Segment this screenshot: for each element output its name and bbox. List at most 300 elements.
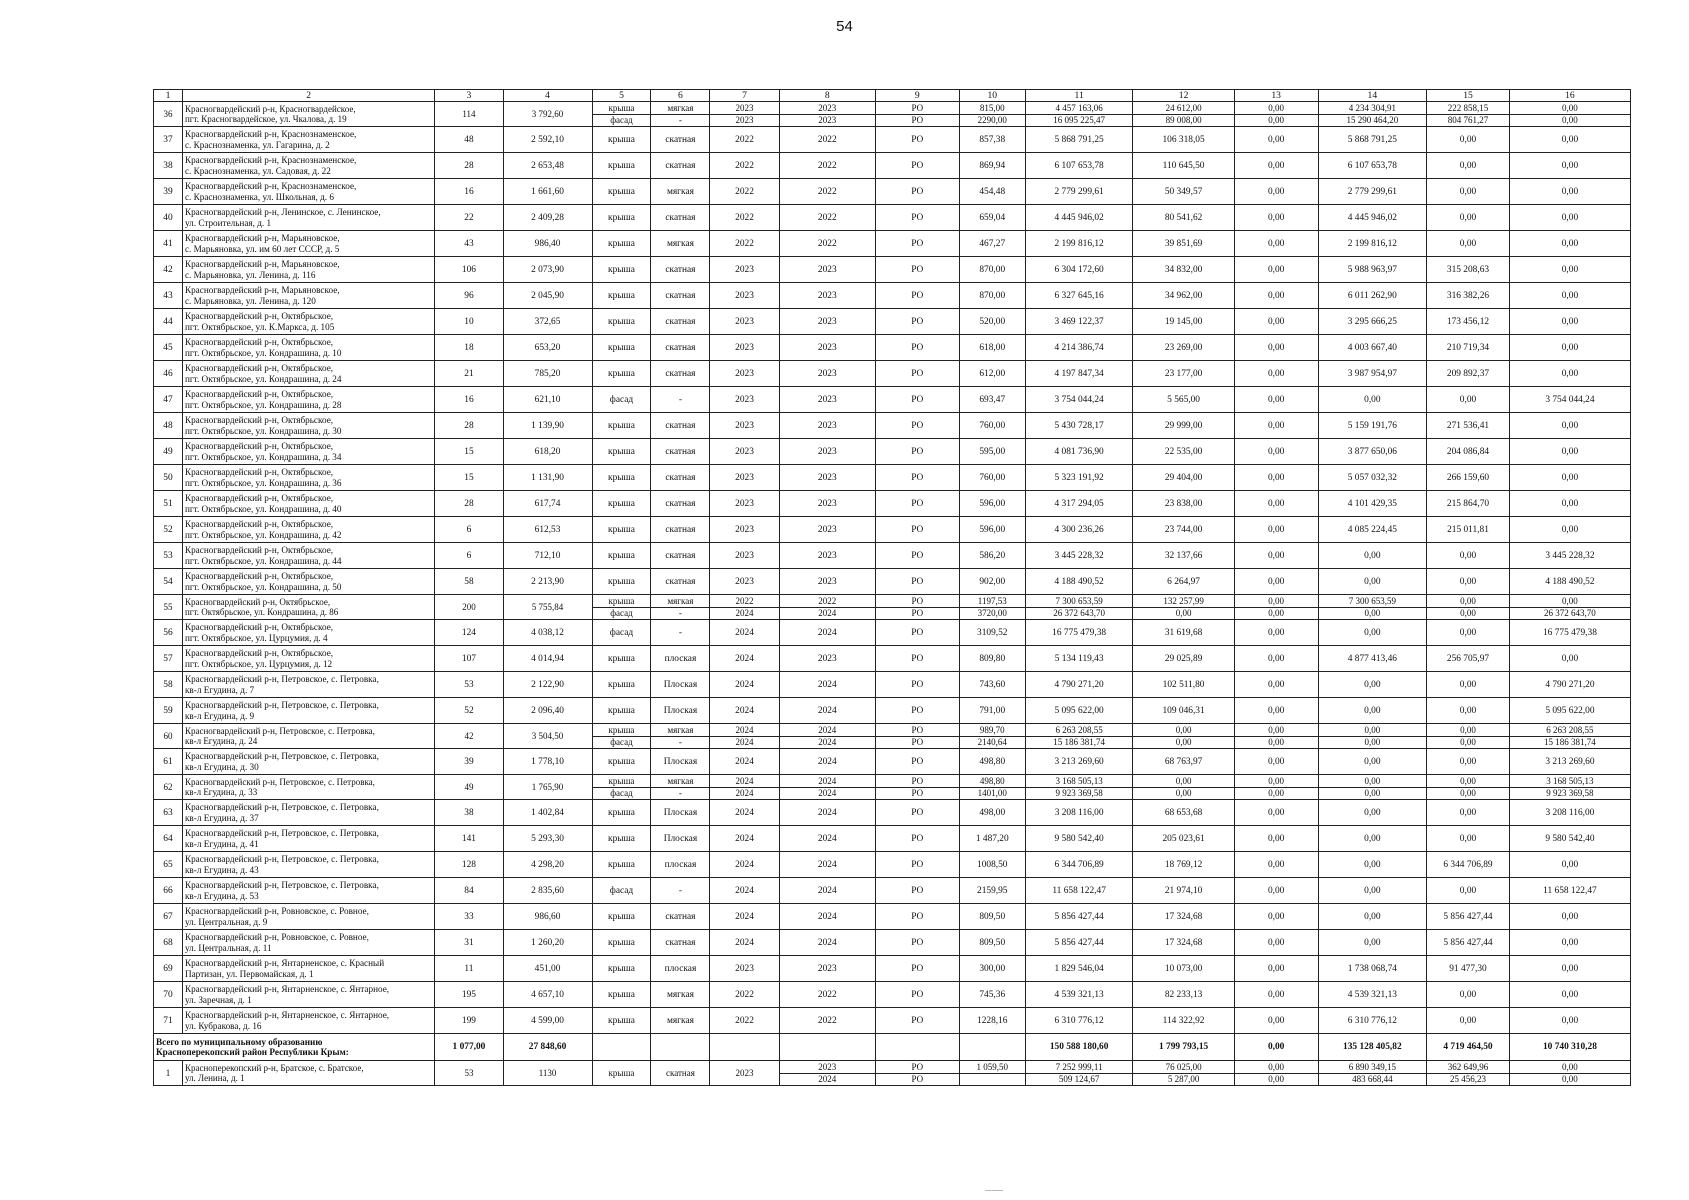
area: 809,80 [959, 646, 1025, 672]
area: 3109,52 [959, 620, 1025, 646]
fund-federal: 0,00 [1234, 179, 1318, 205]
column-header-15: 15 [1427, 90, 1510, 102]
column-header-8: 8 [779, 90, 875, 102]
address-line-1: Красногвардейский р-н, Петровское, с. Петровка, [184, 751, 379, 761]
page-number: 54 [836, 18, 853, 35]
fund-fond: 0,00 [1318, 736, 1427, 749]
fund-fond: 2 779 299,61 [1318, 179, 1427, 205]
building-area: 4 014,94 [503, 646, 592, 672]
done-year: 2024 [779, 826, 875, 852]
fund-method: РО [875, 361, 959, 387]
header-row [154, 90, 1631, 102]
done-year: 2023 [779, 361, 875, 387]
fund-federal: 0,00 [1234, 153, 1318, 179]
fund-owners: 3 213 269,60 [1509, 749, 1630, 775]
work-type: крыша [592, 179, 651, 205]
plan-year: 2022 [710, 1008, 779, 1034]
done-year: 2022 [779, 127, 875, 153]
fund-method: РО [875, 749, 959, 775]
address-line-2: пгт. Октябрьское, ул. Кондрашина, д. 86 [184, 607, 339, 617]
fund-fond: 0,00 [1318, 569, 1427, 595]
area: 693,47 [959, 387, 1025, 413]
address-line-1: Красногвардейский р-н, Октябрьское, [184, 545, 334, 555]
address-cell [182, 749, 434, 775]
row-number: 44 [154, 309, 183, 335]
work-type: крыша [592, 231, 651, 257]
unit-cost: 23 177,00 [1133, 361, 1234, 387]
roof-type: скатная [651, 904, 710, 930]
fund-owners: 15 186 381,74 [1509, 736, 1630, 749]
total-cost: 6 310 776,12 [1025, 1008, 1133, 1034]
building-area: 372,65 [503, 309, 592, 335]
fund-fond: 5 159 191,76 [1318, 413, 1427, 439]
fund-fond: 0,00 [1318, 543, 1427, 569]
fund-regional: 804 761,27 [1427, 114, 1510, 127]
work-type: крыша [592, 595, 651, 608]
building-area: 2 073,90 [503, 257, 592, 283]
fund-method: РО [875, 257, 959, 283]
address-line-1: Красногвардейский р-н, Янтарненское, с. Красный [184, 958, 385, 968]
area: 745,36 [959, 982, 1025, 1008]
row-number: 51 [154, 491, 183, 517]
total-c11: 150 588 180,60 [1025, 1034, 1133, 1061]
total-area: 27 848,60 [503, 1034, 592, 1061]
building-area: 986,60 [503, 904, 592, 930]
area: 1 059,50 [959, 1061, 1025, 1074]
apartments-count: 11 [435, 956, 503, 982]
address-line-2: с. Краснознаменка, ул. Гагарина, д. 2 [184, 139, 330, 150]
fund-federal: 0,00 [1234, 775, 1318, 788]
fund-federal: 0,00 [1234, 724, 1318, 737]
total-cost: 6 304 172,60 [1025, 257, 1133, 283]
address-cell [182, 852, 434, 878]
column-header-9: 9 [875, 90, 959, 102]
fund-method: РО [875, 800, 959, 826]
total-row [154, 1034, 1631, 1061]
address-line-2: кв-л Егудина, д. 53 [184, 890, 259, 901]
address-cell [182, 387, 434, 413]
row-number: 41 [154, 231, 183, 257]
fund-regional: 0,00 [1427, 724, 1510, 737]
fund-federal: 0,00 [1234, 127, 1318, 153]
address-line-2: с. Марьяновка, ул. Ленина, д. 120 [184, 295, 316, 306]
fund-federal: 0,00 [1234, 114, 1318, 127]
unit-cost: 21 974,10 [1133, 878, 1234, 904]
unit-cost: 17 324,68 [1133, 904, 1234, 930]
plan-year: 2022 [710, 179, 779, 205]
fund-owners: 0,00 [1509, 257, 1630, 283]
fund-federal: 0,00 [1234, 736, 1318, 749]
total-cost: 1 829 546,04 [1025, 956, 1133, 982]
apartments-count: 141 [435, 826, 503, 852]
done-year: 2023 [779, 413, 875, 439]
area: 595,00 [959, 439, 1025, 465]
fund-method: РО [875, 1008, 959, 1034]
roof-type: мягкая [651, 102, 710, 115]
address-line-1: Красногвардейский р-н, Октябрьское, [184, 415, 334, 425]
address-cell [182, 878, 434, 904]
done-year: 2024 [779, 904, 875, 930]
address-cell [182, 465, 434, 491]
work-type: крыша [592, 1008, 651, 1034]
address-line-2: ул. Центральная, д. 9 [184, 916, 268, 927]
fund-federal: 0,00 [1234, 413, 1318, 439]
fund-owners: 0,00 [1509, 904, 1630, 930]
done-year: 2024 [779, 1073, 875, 1086]
plan-year: 2022 [710, 595, 779, 608]
fund-owners: 0,00 [1509, 930, 1630, 956]
fund-federal: 0,00 [1234, 595, 1318, 608]
table-row [154, 491, 1631, 517]
building-area: 4 599,00 [503, 1008, 592, 1034]
address-line-1: Красногвардейский р-н, Марьяновское, [184, 259, 340, 269]
fund-fond: 0,00 [1318, 852, 1427, 878]
total-cost: 16 095 225,47 [1025, 114, 1133, 127]
unit-cost: 80 541,62 [1133, 205, 1234, 231]
plan-year: 2024 [710, 826, 779, 852]
column-header-10: 10 [959, 90, 1025, 102]
fund-owners: 11 658 122,47 [1509, 878, 1630, 904]
total-cost: 26 372 643,70 [1025, 607, 1133, 620]
fund-method: РО [875, 852, 959, 878]
fund-federal: 0,00 [1234, 335, 1318, 361]
done-year: 2022 [779, 153, 875, 179]
total-c12: 1 799 793,15 [1133, 1034, 1234, 1061]
plan-year: 2023 [710, 1061, 779, 1086]
fund-regional: 0,00 [1427, 982, 1510, 1008]
total-cost: 3 208 116,00 [1025, 800, 1133, 826]
fund-owners: 0,00 [1509, 114, 1630, 127]
area: 2159,95 [959, 878, 1025, 904]
area: 520,00 [959, 309, 1025, 335]
done-year: 2024 [779, 672, 875, 698]
table-row [154, 231, 1631, 257]
plan-year: 2024 [710, 878, 779, 904]
table-row [154, 335, 1631, 361]
row-number: 36 [154, 102, 183, 127]
done-year: 2024 [779, 775, 875, 788]
done-year: 2022 [779, 982, 875, 1008]
address-line-1: Красногвардейский р-н, Октябрьское, [184, 493, 334, 503]
done-year: 2023 [779, 1061, 875, 1074]
fund-owners: 16 775 479,38 [1509, 620, 1630, 646]
apartments-count: 106 [435, 257, 503, 283]
unit-cost: 102 511,80 [1133, 672, 1234, 698]
row-number: 40 [154, 205, 183, 231]
fund-fond: 0,00 [1318, 724, 1427, 737]
fund-federal: 0,00 [1234, 646, 1318, 672]
address-line-2: Партизан, ул. Первомайская, д. 1 [184, 968, 314, 979]
fund-owners: 5 095 622,00 [1509, 698, 1630, 724]
work-type: крыша [592, 904, 651, 930]
fund-method: РО [875, 930, 959, 956]
done-year: 2024 [779, 736, 875, 749]
fund-regional: 215 864,70 [1427, 491, 1510, 517]
building-area: 3 504,50 [503, 724, 592, 749]
roof-type: скатная [651, 205, 710, 231]
total-c14: 135 128 405,82 [1318, 1034, 1427, 1061]
address-line-1: Красногвардейский р-н, Ленинское, с. Ленинское, [184, 207, 381, 217]
address-line-1: Красногвардейский р-н, Октябрьское, [184, 571, 334, 581]
row-number: 42 [154, 257, 183, 283]
fund-federal: 0,00 [1234, 852, 1318, 878]
table-row [154, 826, 1631, 852]
work-type: крыша [592, 826, 651, 852]
apartments-count: 28 [435, 491, 503, 517]
fund-fond: 0,00 [1318, 607, 1427, 620]
row-number: 39 [154, 179, 183, 205]
fund-regional: 0,00 [1427, 179, 1510, 205]
fund-regional: 362 649,96 [1427, 1061, 1510, 1074]
address-cell [182, 930, 434, 956]
fund-federal: 0,00 [1234, 620, 1318, 646]
fund-owners: 0,00 [1509, 1073, 1630, 1086]
table-row [154, 361, 1631, 387]
fund-fond: 3 877 650,06 [1318, 439, 1427, 465]
unit-cost: 29 404,00 [1133, 465, 1234, 491]
apartments-count: 199 [435, 1008, 503, 1034]
table-row [154, 800, 1631, 826]
plan-year: 2023 [710, 335, 779, 361]
apartments-count: 18 [435, 335, 503, 361]
unit-cost: 205 023,61 [1133, 826, 1234, 852]
address-line-2: ул. Кубракова, д. 16 [184, 1020, 262, 1031]
total-empty-cell [875, 1034, 959, 1061]
address-line-2: ул. Заречная, д. 1 [184, 994, 252, 1005]
fund-method: РО [875, 231, 959, 257]
plan-year: 2023 [710, 283, 779, 309]
unit-cost: 29 999,00 [1133, 413, 1234, 439]
fund-method: РО [875, 1061, 959, 1074]
building-area: 1 765,90 [503, 775, 592, 800]
row-number: 58 [154, 672, 183, 698]
total-cost: 5 323 191,92 [1025, 465, 1133, 491]
apartments-count: 52 [435, 698, 503, 724]
total-c15: 4 719 464,50 [1427, 1034, 1510, 1061]
fund-method: РО [875, 620, 959, 646]
building-area: 1 661,60 [503, 179, 592, 205]
total-empty-cell [592, 1034, 651, 1061]
address-line-2: пгт. Октябрьское, ул. Кондрашина, д. 50 [184, 581, 342, 592]
fund-fond: 0,00 [1318, 698, 1427, 724]
apartments-count: 15 [435, 465, 503, 491]
address-line-2: пгт. Октябрьское, ул. Кондрашина, д. 30 [184, 425, 342, 436]
fund-method: РО [875, 387, 959, 413]
address-line-2: пгт. Октябрьское, ул. Цурцумия, д. 12 [184, 658, 333, 669]
address-line-2: пгт. Октябрьское, ул. Кондрашина, д. 36 [184, 477, 342, 488]
fund-regional: 0,00 [1427, 826, 1510, 852]
unit-cost: 0,00 [1133, 607, 1234, 620]
table-row [154, 852, 1631, 878]
work-type: фасад [592, 387, 651, 413]
table-row [154, 153, 1631, 179]
building-area: 3 792,60 [503, 102, 592, 127]
address-line-2: пгт. Октябрьское, ул. Кондрашина, д. 28 [184, 399, 342, 410]
fund-owners: 0,00 [1509, 413, 1630, 439]
address-line-2: ул. Центральная, д. 11 [184, 942, 272, 953]
fund-regional: 0,00 [1427, 775, 1510, 788]
table-row [154, 413, 1631, 439]
area: 989,70 [959, 724, 1025, 737]
fund-owners: 0,00 [1509, 956, 1630, 982]
roof-type: мягкая [651, 724, 710, 737]
apartments-count: 43 [435, 231, 503, 257]
building-area: 712,10 [503, 543, 592, 569]
row-number: 61 [154, 749, 183, 775]
fund-owners: 0,00 [1509, 127, 1630, 153]
total-label-line-2: Красноперекопский район Республики Крым: [156, 1047, 349, 1057]
roof-type: скатная [651, 257, 710, 283]
work-type: крыша [592, 257, 651, 283]
fund-federal: 0,00 [1234, 787, 1318, 800]
address-line-1: Красногвардейский р-н, Петровское, с. Петровка, [184, 700, 379, 710]
building-area: 5 293,30 [503, 826, 592, 852]
unit-cost: 34 832,00 [1133, 257, 1234, 283]
building-area: 785,20 [503, 361, 592, 387]
address-cell [182, 413, 434, 439]
address-line-1: Красногвардейский р-н, Красногвардейское, [184, 104, 356, 114]
column-header-11: 11 [1025, 90, 1133, 102]
roof-type: Плоская [651, 749, 710, 775]
fund-owners: 0,00 [1509, 153, 1630, 179]
address-line-1: Красногвардейский р-н, Октябрьское, [184, 363, 334, 373]
address-line-1: Красногвардейский р-н, Марьяновское, [184, 285, 340, 295]
fund-owners: 9 580 542,40 [1509, 826, 1630, 852]
building-area: 5 755,84 [503, 595, 592, 620]
work-type: крыша [592, 956, 651, 982]
fund-method: РО [875, 153, 959, 179]
roof-type: скатная [651, 465, 710, 491]
row-number: 70 [154, 982, 183, 1008]
fund-regional: 204 086,84 [1427, 439, 1510, 465]
fund-fond: 0,00 [1318, 620, 1427, 646]
unit-cost: 0,00 [1133, 736, 1234, 749]
fund-regional: 222 858,15 [1427, 102, 1510, 115]
fund-federal: 0,00 [1234, 257, 1318, 283]
total-cost: 4 317 294,05 [1025, 491, 1133, 517]
done-year: 2024 [779, 930, 875, 956]
row-number: 53 [154, 543, 183, 569]
building-area: 1 131,90 [503, 465, 592, 491]
done-year: 2024 [779, 787, 875, 800]
address-cell [182, 335, 434, 361]
work-type: крыша [592, 491, 651, 517]
total-cost: 5 430 728,17 [1025, 413, 1133, 439]
plan-year: 2024 [710, 852, 779, 878]
address-cell [182, 1008, 434, 1034]
table-row [154, 620, 1631, 646]
fund-owners: 0,00 [1509, 439, 1630, 465]
roof-type: скатная [651, 517, 710, 543]
fund-owners: 0,00 [1509, 309, 1630, 335]
done-year: 2024 [779, 724, 875, 737]
total-cost: 4 197 847,34 [1025, 361, 1133, 387]
table-row [154, 956, 1631, 982]
fund-regional: 0,00 [1427, 1008, 1510, 1034]
done-year: 2023 [779, 335, 875, 361]
total-cost: 5 856 427,44 [1025, 904, 1133, 930]
roof-type: скатная [651, 153, 710, 179]
apartments-count: 114 [435, 102, 503, 127]
address-cell [182, 956, 434, 982]
address-cell [182, 620, 434, 646]
area: 815,00 [959, 102, 1025, 115]
unit-cost: 6 264,97 [1133, 569, 1234, 595]
table-row [154, 982, 1631, 1008]
row-number: 43 [154, 283, 183, 309]
address-cell [182, 439, 434, 465]
address-line-1: Красногвардейский р-н, Октябрьское, [184, 519, 334, 529]
fund-fond: 6 011 262,90 [1318, 283, 1427, 309]
row-number: 45 [154, 335, 183, 361]
table-row [154, 439, 1631, 465]
address-line-1: Красногвардейский р-н, Краснознаменское, [184, 129, 357, 139]
unit-cost: 76 025,00 [1133, 1061, 1234, 1074]
fund-owners: 0,00 [1509, 982, 1630, 1008]
address-line-1: Красногвардейский р-н, Октябрьское, [184, 441, 334, 451]
area: 596,00 [959, 491, 1025, 517]
total-cost: 5 856 427,44 [1025, 930, 1133, 956]
table-row [154, 102, 1631, 115]
work-type: крыша [592, 724, 651, 737]
work-type: крыша [592, 543, 651, 569]
fund-federal: 0,00 [1234, 800, 1318, 826]
fund-method: РО [875, 724, 959, 737]
building-area: 2 835,60 [503, 878, 592, 904]
plan-year: 2023 [710, 439, 779, 465]
table-row [154, 257, 1631, 283]
total-cost: 4 790 271,20 [1025, 672, 1133, 698]
total-cost: 16 775 479,38 [1025, 620, 1133, 646]
row-number: 55 [154, 595, 183, 620]
done-year: 2022 [779, 179, 875, 205]
address-line-1: Красногвардейский р-н, Янтарненское, с. Янтарное, [184, 984, 390, 994]
address-line-2: кв-л Егудина, д. 33 [184, 787, 258, 797]
apartments-count: 124 [435, 620, 503, 646]
unit-cost: 18 769,12 [1133, 852, 1234, 878]
work-type: крыша [592, 672, 651, 698]
building-area: 2 213,90 [503, 569, 592, 595]
address-cell [182, 102, 434, 127]
address-cell [182, 361, 434, 387]
fund-regional: 0,00 [1427, 878, 1510, 904]
fund-method: РО [875, 826, 959, 852]
total-c16: 10 740 310,28 [1509, 1034, 1630, 1061]
fund-method: РО [875, 904, 959, 930]
done-year: 2023 [779, 387, 875, 413]
table-row [154, 724, 1631, 737]
fund-regional: 256 705,97 [1427, 646, 1510, 672]
column-header-4: 4 [503, 90, 592, 102]
fund-method: РО [875, 787, 959, 800]
work-type: крыша [592, 982, 651, 1008]
plan-year: 2024 [710, 607, 779, 620]
unit-cost: 68 763,97 [1133, 749, 1234, 775]
fund-federal: 0,00 [1234, 283, 1318, 309]
fund-owners: 0,00 [1509, 283, 1630, 309]
fund-regional: 0,00 [1427, 800, 1510, 826]
roof-type: скатная [651, 1061, 710, 1086]
fund-fond: 5 868 791,25 [1318, 127, 1427, 153]
unit-cost: 19 145,00 [1133, 309, 1234, 335]
done-year: 2022 [779, 205, 875, 231]
area: 300,00 [959, 956, 1025, 982]
area: 902,00 [959, 569, 1025, 595]
table-row [154, 465, 1631, 491]
unit-cost: 0,00 [1133, 724, 1234, 737]
row-number: 67 [154, 904, 183, 930]
apartments-count: 42 [435, 724, 503, 749]
